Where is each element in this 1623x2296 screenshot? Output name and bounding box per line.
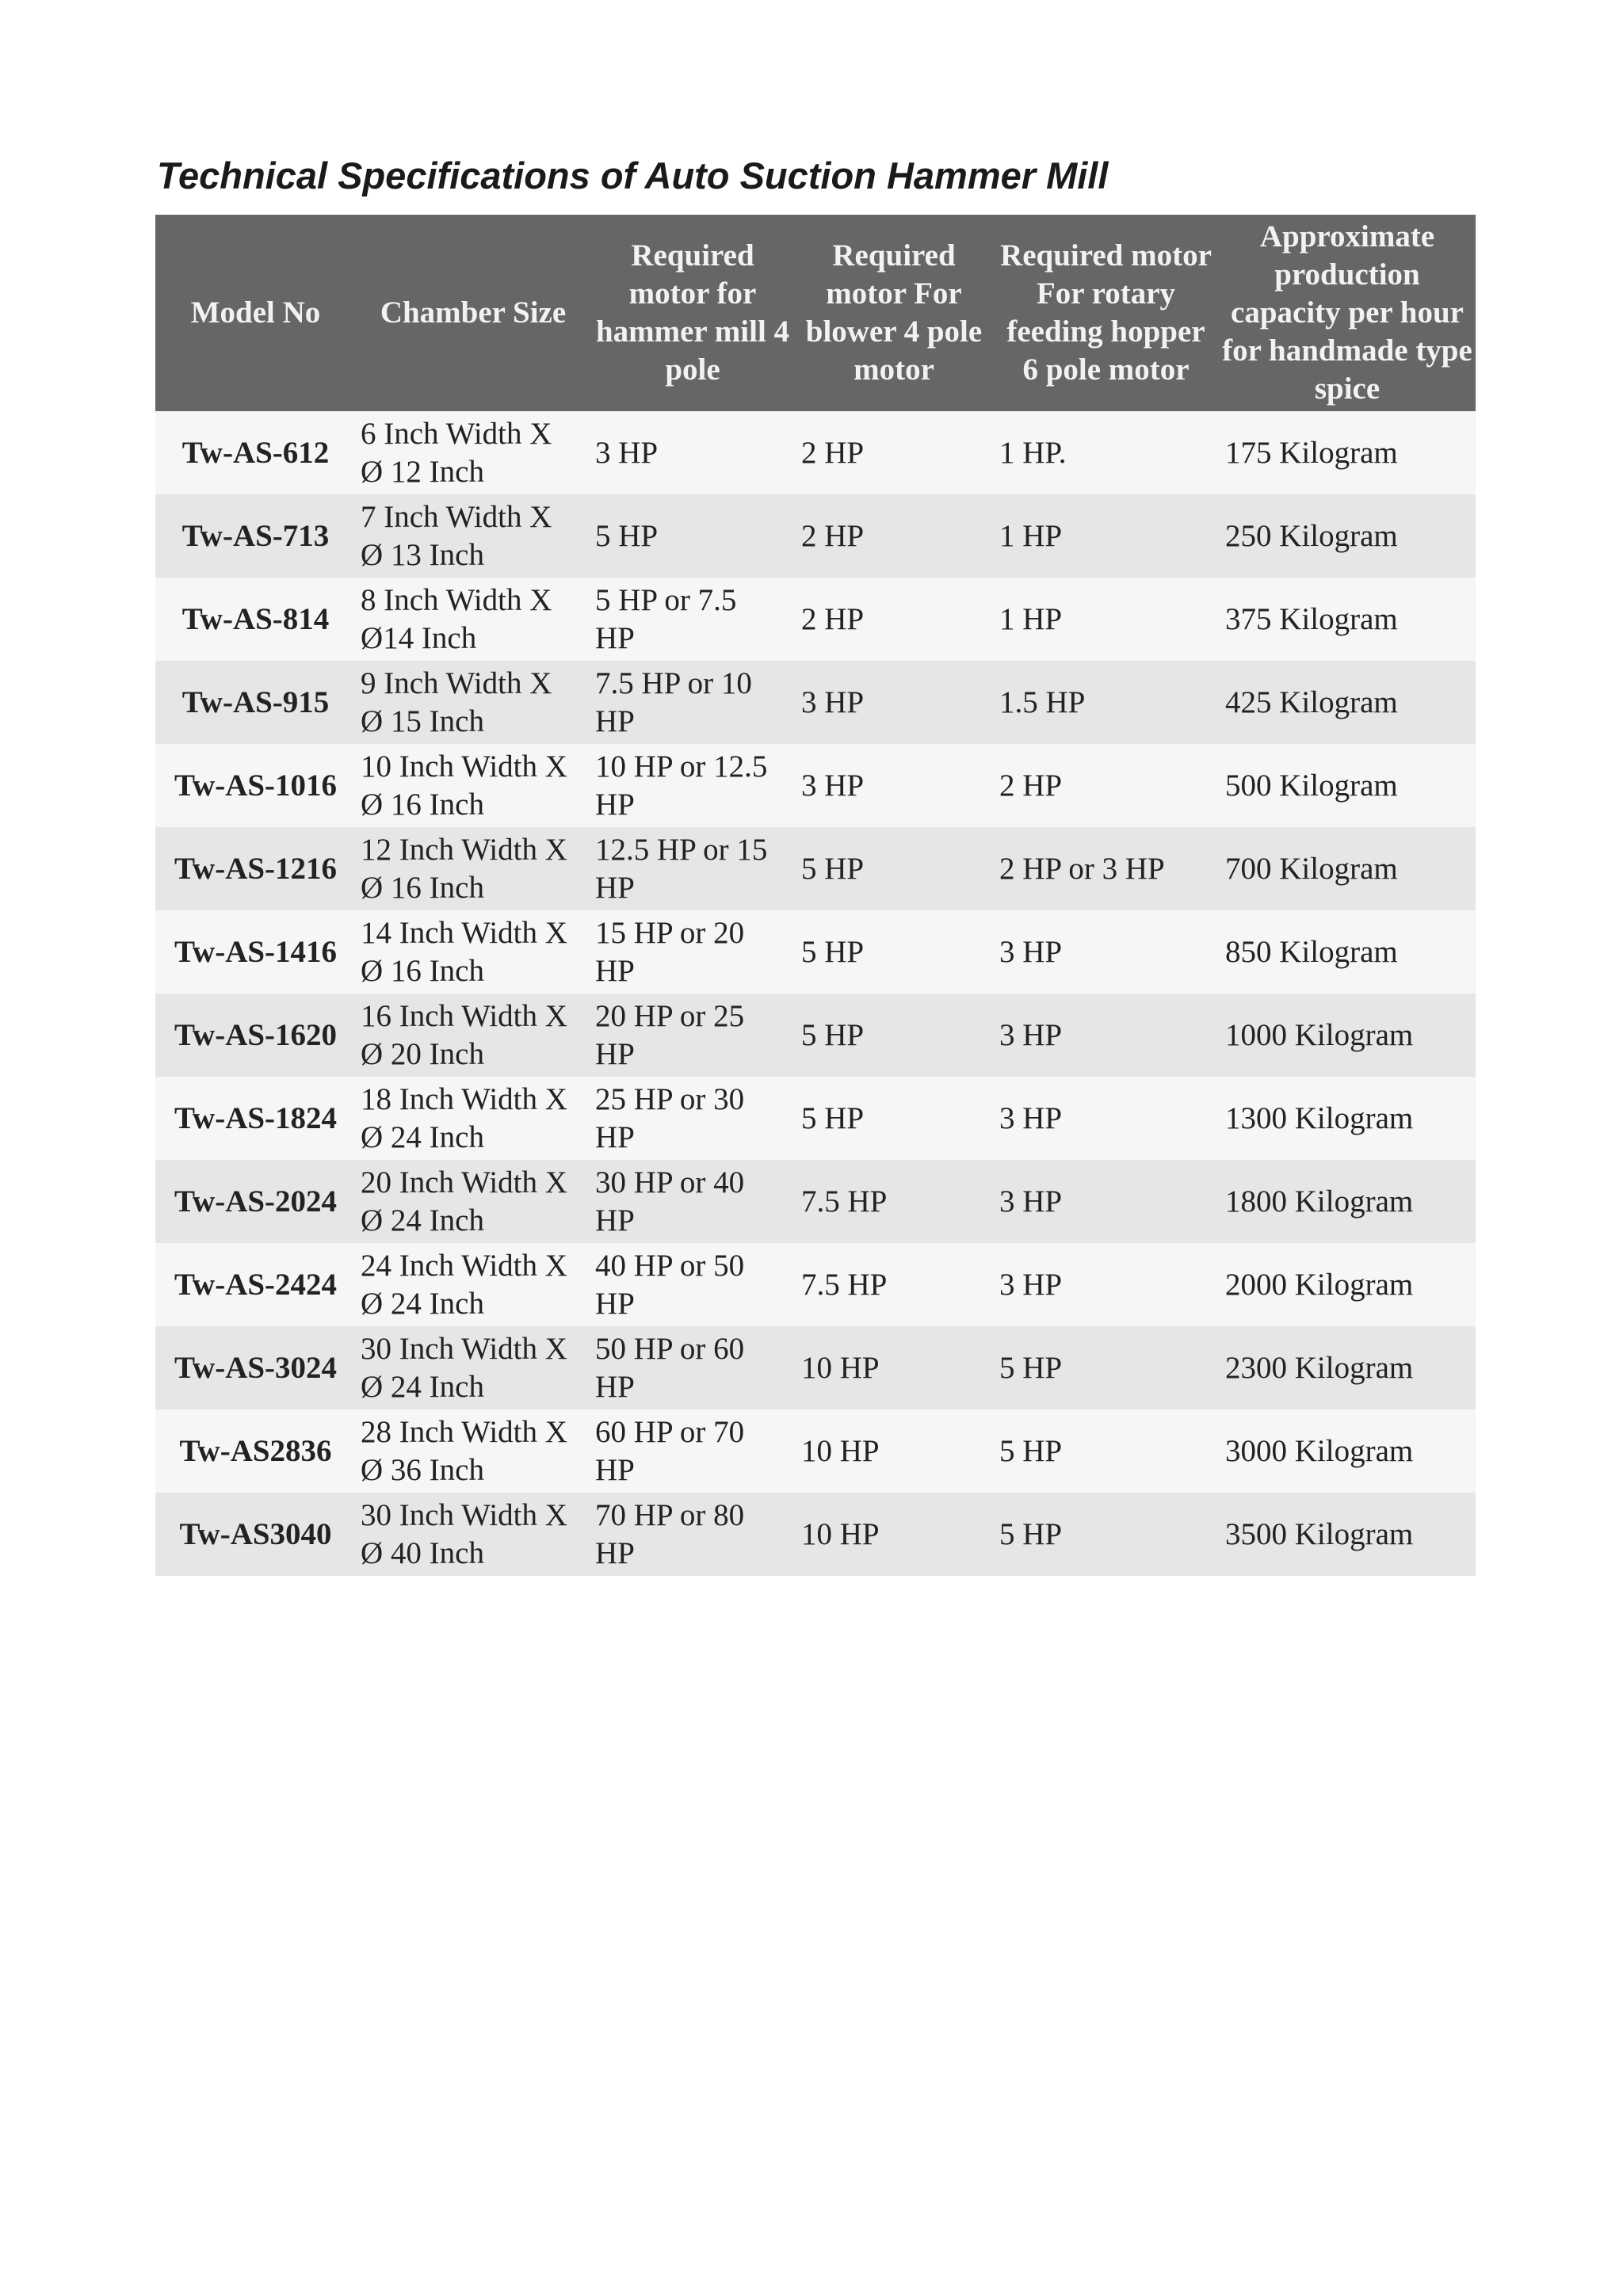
cell-hammer-motor: 50 HP or 60 HP <box>595 1331 745 1404</box>
cell-hopper-motor: 3 HP <box>999 934 1063 969</box>
cell-hammer-motor: 5 HP <box>595 518 659 553</box>
cell-chamber-size: 30 Inch Width X Ø 40 Inch <box>361 1497 567 1570</box>
cell-capacity: 3500 Kilogram <box>1225 1516 1414 1551</box>
cell-capacity: 2000 Kilogram <box>1225 1267 1414 1302</box>
table-row <box>155 578 1476 661</box>
cell-capacity: 1800 Kilogram <box>1225 1184 1414 1219</box>
cell-model: Tw-AS-1016 <box>174 768 338 803</box>
cell-hammer-motor: 5 HP or 7.5 HP <box>595 582 737 655</box>
table-row <box>155 744 1476 827</box>
cell-capacity: 3000 Kilogram <box>1225 1433 1414 1468</box>
table-row <box>155 1243 1476 1326</box>
cell-chamber-size: 30 Inch Width X Ø 24 Inch <box>361 1331 567 1404</box>
header-chamber-size: Chamber Size <box>380 296 567 330</box>
cell-model: Tw-AS-1824 <box>174 1100 338 1135</box>
header-production-capacity: Approximate production capacity per hour for handmade type spice <box>1222 219 1472 406</box>
cell-hammer-motor: 12.5 HP or 15 HP <box>595 832 768 905</box>
cell-hopper-motor: 1 HP. <box>999 435 1067 470</box>
cell-hammer-motor: 30 HP or 40 HP <box>595 1165 745 1238</box>
cell-hopper-motor: 5 HP <box>999 1433 1063 1468</box>
cell-hopper-motor: 2 HP or 3 HP <box>999 851 1165 886</box>
table-row <box>155 1077 1476 1160</box>
cell-hopper-motor: 2 HP <box>999 768 1063 803</box>
cell-hopper-motor: 3 HP <box>999 1184 1063 1219</box>
cell-chamber-size: 24 Inch Width X Ø 24 Inch <box>361 1248 567 1321</box>
cell-hammer-motor: 3 HP <box>595 435 659 470</box>
cell-chamber-size: 14 Inch Width X Ø 16 Inch <box>361 915 567 988</box>
cell-blower-motor: 7.5 HP <box>801 1267 888 1302</box>
cell-capacity: 850 Kilogram <box>1225 934 1398 969</box>
header-blower-motor: Required motor For blower 4 pole motor <box>805 238 983 387</box>
specifications-table <box>155 215 1476 1576</box>
table-header-row <box>155 215 1476 411</box>
table-row <box>155 1160 1476 1243</box>
header-hammer-motor: Required motor for hammer mill 4 pole <box>595 238 790 387</box>
cell-model: Tw-AS-2424 <box>174 1267 338 1302</box>
cell-hammer-motor: 25 HP or 30 HP <box>595 1081 745 1154</box>
table-header <box>155 215 1476 411</box>
cell-capacity: 375 Kilogram <box>1225 601 1398 636</box>
table-row <box>155 910 1476 994</box>
cell-hammer-motor: 7.5 HP or 10 HP <box>595 666 752 738</box>
header-hopper-motor: Required motor For rotary feeding hopper 6 pole motor <box>1000 238 1212 387</box>
cell-hopper-motor: 1.5 HP <box>999 685 1086 719</box>
cell-hopper-motor: 1 HP <box>999 518 1063 553</box>
cell-model: Tw-AS-814 <box>181 601 330 636</box>
cell-model: Tw-AS-612 <box>181 435 330 470</box>
cell-capacity: 175 Kilogram <box>1225 435 1398 470</box>
cell-blower-motor: 5 HP <box>801 1100 865 1135</box>
cell-hopper-motor: 3 HP <box>999 1017 1063 1052</box>
cell-model: Tw-AS-1216 <box>174 851 338 886</box>
cell-hopper-motor: 3 HP <box>999 1100 1063 1135</box>
cell-chamber-size: 12 Inch Width X Ø 16 Inch <box>361 832 567 905</box>
cell-model: Tw-AS-2024 <box>174 1184 338 1219</box>
cell-model: Tw-AS-3024 <box>174 1350 338 1385</box>
cell-chamber-size: 6 Inch Width X Ø 12 Inch <box>361 416 552 489</box>
cell-hammer-motor: 70 HP or 80 HP <box>595 1497 745 1570</box>
cell-chamber-size: 20 Inch Width X Ø 24 Inch <box>361 1165 567 1238</box>
table-row <box>155 411 1476 494</box>
cell-capacity: 425 Kilogram <box>1225 685 1398 719</box>
table-body <box>155 411 1476 1576</box>
cell-capacity: 1300 Kilogram <box>1225 1100 1414 1135</box>
cell-hopper-motor: 1 HP <box>999 601 1063 636</box>
cell-chamber-size: 9 Inch Width X Ø 15 Inch <box>361 666 552 738</box>
cell-blower-motor: 2 HP <box>801 435 865 470</box>
cell-model: Tw-AS3040 <box>179 1516 332 1551</box>
cell-model: Tw-AS-1416 <box>174 934 338 969</box>
table-row <box>155 1409 1476 1493</box>
table-row <box>155 994 1476 1077</box>
cell-blower-motor: 5 HP <box>801 851 865 886</box>
cell-capacity: 2300 Kilogram <box>1225 1350 1414 1385</box>
cell-blower-motor: 2 HP <box>801 601 865 636</box>
page-title: Technical Specifications of Auto Suction Hammer Mill <box>157 154 1109 196</box>
cell-blower-motor: 3 HP <box>801 685 865 719</box>
cell-model: Tw-AS-713 <box>181 518 330 553</box>
cell-chamber-size: 8 Inch Width X Ø14 Inch <box>361 582 552 655</box>
cell-chamber-size: 10 Inch Width X Ø 16 Inch <box>361 749 567 822</box>
table-row <box>155 661 1476 744</box>
cell-hopper-motor: 5 HP <box>999 1516 1063 1551</box>
cell-blower-motor: 5 HP <box>801 1017 865 1052</box>
cell-chamber-size: 7 Inch Width X Ø 13 Inch <box>361 499 552 572</box>
header-model-no: Model No <box>190 296 321 330</box>
cell-blower-motor: 5 HP <box>801 934 865 969</box>
cell-blower-motor: 10 HP <box>801 1433 880 1468</box>
cell-capacity: 250 Kilogram <box>1225 518 1398 553</box>
table-row <box>155 1326 1476 1409</box>
cell-chamber-size: 18 Inch Width X Ø 24 Inch <box>361 1081 567 1154</box>
cell-hammer-motor: 15 HP or 20 HP <box>595 915 745 988</box>
cell-capacity: 1000 Kilogram <box>1225 1017 1414 1052</box>
cell-blower-motor: 10 HP <box>801 1516 880 1551</box>
table-row <box>155 1493 1476 1576</box>
cell-hopper-motor: 5 HP <box>999 1350 1063 1385</box>
cell-blower-motor: 10 HP <box>801 1350 880 1385</box>
cell-blower-motor: 7.5 HP <box>801 1184 888 1219</box>
cell-hammer-motor: 40 HP or 50 HP <box>595 1248 745 1321</box>
cell-capacity: 500 Kilogram <box>1225 768 1398 803</box>
cell-model: Tw-AS-1620 <box>174 1017 338 1052</box>
cell-blower-motor: 3 HP <box>801 768 865 803</box>
table-row <box>155 827 1476 910</box>
cell-capacity: 700 Kilogram <box>1225 851 1398 886</box>
cell-model: Tw-AS-915 <box>181 685 330 719</box>
cell-chamber-size: 16 Inch Width X Ø 20 Inch <box>361 998 567 1071</box>
cell-hammer-motor: 20 HP or 25 HP <box>595 998 745 1071</box>
cell-model: Tw-AS2836 <box>179 1433 332 1468</box>
cell-hammer-motor: 60 HP or 70 HP <box>595 1414 745 1487</box>
cell-blower-motor: 2 HP <box>801 518 865 553</box>
cell-chamber-size: 28 Inch Width X Ø 36 Inch <box>361 1414 567 1487</box>
cell-hammer-motor: 10 HP or 12.5 HP <box>595 749 768 822</box>
table-row <box>155 494 1476 578</box>
cell-hopper-motor: 3 HP <box>999 1267 1063 1302</box>
